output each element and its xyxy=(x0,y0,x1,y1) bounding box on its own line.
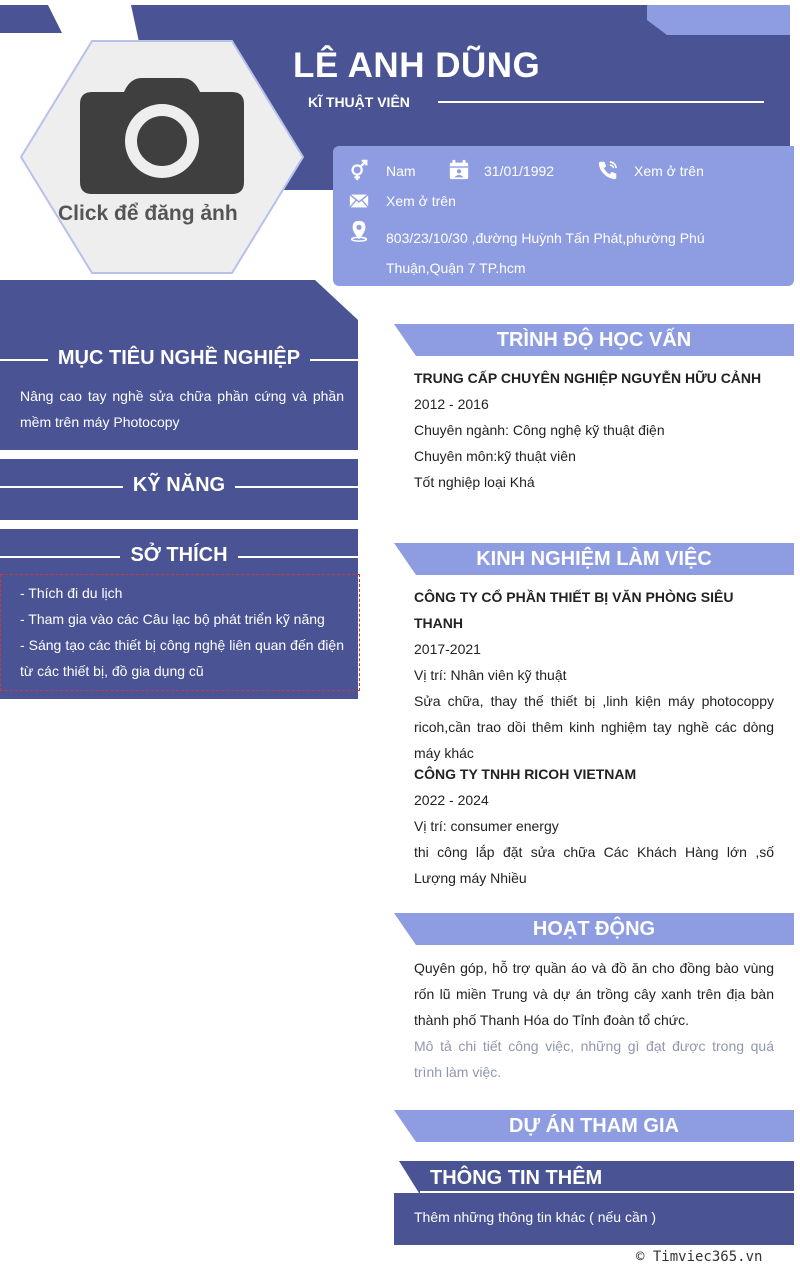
education-title: TRÌNH ĐỘ HỌC VẤN xyxy=(496,329,692,351)
job-years[interactable]: 2022 - 2024 xyxy=(414,792,489,808)
camera-icon xyxy=(80,78,244,194)
experience-title: KINH NGHIỆM LÀM VIỆC xyxy=(476,548,712,570)
contact-email[interactable]: Xem ở trên xyxy=(386,193,456,209)
job-years[interactable]: 2017-2021 xyxy=(414,641,481,657)
location-icon xyxy=(348,220,370,242)
footer-copyright: © Timviec365.vn xyxy=(636,1249,763,1265)
education-major[interactable]: Chuyên ngành: Công nghệ kỹ thuật điện xyxy=(414,422,665,438)
contact-address[interactable]: 803/23/10/30 ,đường Huỳnh Tấn Phát,phường Phú Thuận,Quận 7 TP.hcm xyxy=(386,230,705,276)
job-position[interactable]: Vị trí: Nhân viên kỹ thuật xyxy=(414,667,567,683)
job-position[interactable]: Vị trí: consumer energy xyxy=(414,818,559,834)
job-company[interactable]: CÔNG TY TNHH RICOH VIETNAM xyxy=(414,766,637,782)
contact-gender[interactable]: Nam xyxy=(386,163,416,179)
gender-icon xyxy=(348,159,370,181)
education-years[interactable]: 2012 - 2016 xyxy=(414,396,489,412)
job-company[interactable]: CÔNG TY CỔ PHẦN THIẾT BỊ VĂN PHÒNG SIÊU THANH xyxy=(414,589,734,631)
header-decoration-left xyxy=(0,5,62,33)
hobbies-title: SỞ THÍCH xyxy=(0,544,358,567)
extra-info-title-notch xyxy=(394,1161,434,1194)
activities-content xyxy=(414,955,774,1085)
experience-job xyxy=(414,761,774,891)
contact-panel xyxy=(333,146,794,286)
extra-info-title: THÔNG TIN THÊM xyxy=(430,1167,603,1189)
projects-title: DỰ ÁN THAM GIA xyxy=(509,1115,679,1137)
job-title[interactable]: KĨ THUẬT VIÊN xyxy=(308,94,410,110)
education-content xyxy=(414,365,774,495)
candidate-name[interactable]: LÊ ANH DŨNG xyxy=(293,46,541,85)
calendar-icon xyxy=(448,159,470,181)
contact-phone[interactable]: Xem ở trên xyxy=(634,163,704,179)
education-school[interactable]: TRUNG CẤP CHUYÊN NGHIỆP NGUYỄN HỮU CẢNH xyxy=(414,370,762,386)
profile-photo[interactable] xyxy=(20,40,304,274)
skills-title: KỸ NĂNG xyxy=(0,474,358,497)
extra-info-text[interactable]: Thêm những thông tin khác ( nếu cần ) xyxy=(414,1209,657,1225)
email-icon xyxy=(348,190,370,212)
education-grade[interactable]: Tốt nghiệp loại Khá xyxy=(414,474,535,490)
phone-icon xyxy=(597,159,619,181)
hobbies-list xyxy=(20,580,344,684)
job-description[interactable]: Sửa chữa, thay thế thiết bị ,linh kiện máy photocoppy ricoh,cần trao dồi thêm kinh nghiệm tay nghề các dòng máy khác xyxy=(414,693,774,761)
education-specialty[interactable]: Chuyên môn:kỹ thuật viên xyxy=(414,448,576,464)
activities-text[interactable]: Quyên góp, hỗ trợ quần áo và đồ ăn cho đồng bào vùng rốn lũ miền Trung và dự án trồng cây xanh trên địa bàn thành phố Thanh Hóa do Tỉnh đoàn tổ chức. xyxy=(414,960,774,1028)
activities-placeholder[interactable]: Mô tả chi tiết công việc, những gì đạt được trong quá trình làm việc. xyxy=(414,1038,774,1080)
job-description[interactable]: thi công lắp đặt sửa chữa Các Khách Hàng lớn ,số Lượng máy Nhiều xyxy=(414,844,774,886)
experience-job xyxy=(414,584,774,766)
hobby-item[interactable]: - Thích đi du lịch xyxy=(20,585,123,601)
contact-birthday[interactable]: 31/01/1992 xyxy=(484,163,555,179)
objective-title: MỤC TIÊU NGHỀ NGHIỆP xyxy=(0,347,358,370)
job-title-divider xyxy=(438,101,764,103)
header-decoration-corner xyxy=(647,5,790,35)
objective-text[interactable]: Nâng cao tay nghề sửa chữa phần cứng và phần mềm trên máy Photocopy xyxy=(20,388,344,430)
activities-title: HOẠT ĐỘNG xyxy=(532,918,656,940)
hobby-item[interactable]: - Sáng tạo các thiết bị công nghệ liên quan đến điện từ các thiết bị, đồ gia dụng cũ xyxy=(20,637,344,679)
hobby-item[interactable]: - Tham gia vào các Câu lạc bộ phát triển kỹ năng xyxy=(20,611,325,627)
upload-photo-label[interactable]: Click để đăng ảnh xyxy=(58,202,238,225)
